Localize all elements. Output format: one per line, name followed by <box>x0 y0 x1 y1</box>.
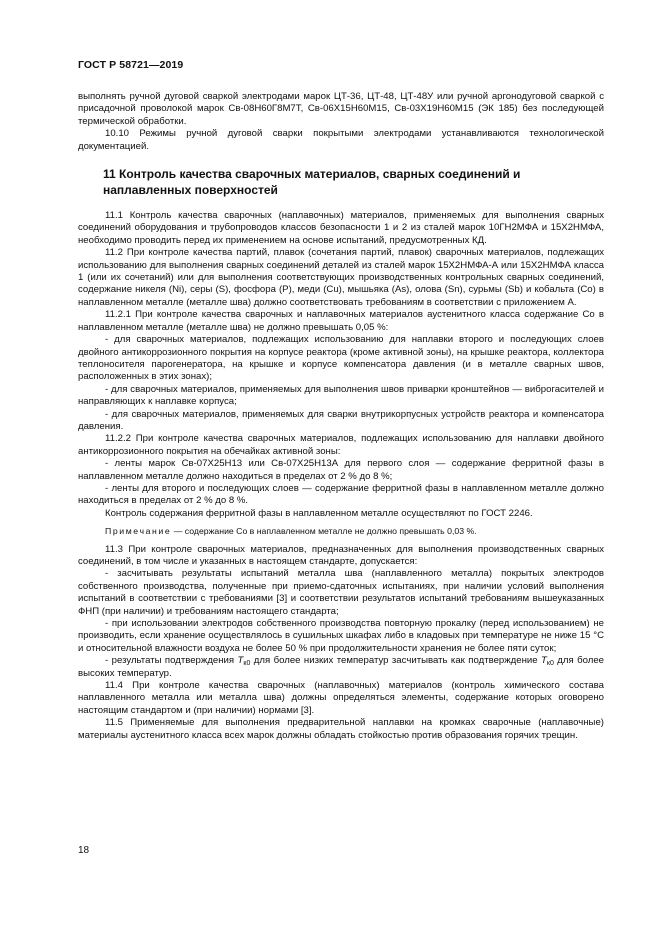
page-number: 18 <box>78 845 90 856</box>
list-item: - для сварочных материалов, применяемых для сварки внутрикорпусных устройств реактора и компенсатора давления. <box>78 408 604 432</box>
temperature-symbol: T <box>541 655 547 667</box>
list-item: - при использовании электродов собственного производства повторную прокалку (перед использованием) не производить, если хранение осуществлялось в сушильных шкафах либо в кладовых при температуре не ниже 15 °С и относительной влажности воздуха не более 50 % при продолжительности хранения не более пяти суток; <box>78 618 604 654</box>
list-item: - для сварочных материалов, подлежащих использованию для наплавки второго и последующих слоев двойного антикоррозионного покрытия на корпусе реактора (кроме активной зоны), на крышке реактора, коллектора теплоносителя парогенератора, на крышке и корпусе компенсатора давления (и в металле сварных швов, расположенных в этих зонах); <box>78 334 604 383</box>
note <box>78 525 604 537</box>
note-text: — содержание Co в наплавленном металле не должно превышать 0,03 %. <box>171 526 477 537</box>
note-label: Примечание <box>105 526 172 537</box>
paragraph-11-2-1: 11.2.1 При контроле качества сварочных и наплавочных материалов аустенитного класса содержание Co в наплавленном металле (металле шва) не должно превышать 0,05 %: <box>78 309 604 333</box>
list-item: - результаты подтверждения $T_{к0}$ для более низких температур засчитывать как подтверждение $T_{к0}$ для более высоких температур. <box>78 655 604 679</box>
list-item: - ленты для второго и последующих слоев — содержание ферритной фазы в наплавленном металле должно находиться в пределах от 2 % до 8 %. <box>78 482 604 507</box>
paragraph: выполнять ручной дуговой сваркой электродами марок ЦТ-36, ЦТ-48, ЦТ-48У или ручной аргонодуговой сваркой с присадочной проволокой марок Св-08Н60Г8М7Т, Св-06Х15Н60М15, Св-03Х19Н60М15 (ЭК 185) без последующей термической обработки. <box>78 91 604 127</box>
list-item: - ленты марок Св-07Х25Н13 или Св-07Х25Н13А для первого слоя — содержание ферритной фазы в наплавленном металле должно находиться в пределах от 2 % до 8 %; <box>78 458 604 482</box>
paragraph-11-4: 11.4 При контроле качества сварочных (наплавочных) материалов (контроль химического состава наплавленного металла или металла шва) должны определяться элементы, содержание которых оговорено настоящим стандартом и (при наличии) нормами [3]. <box>78 680 604 716</box>
paragraph-ferrite-control: Контроль содержания ферритной фазы в наплавленном металле осуществляют по ГОСТ 2246. <box>105 507 533 519</box>
temperature-subscript: к0 <box>243 660 251 668</box>
paragraph-11-3: 11.3 При контроле сварочных материалов, предназначенных для выполнения производственных сварных соединений, в том числе и указанных в настоящем стандарте, допускается: <box>78 543 604 567</box>
temperature-subscript: к0 <box>546 660 554 668</box>
paragraph-11-1: 11.1 Контроль качества сварочных (наплавочных) материалов, применяемых для выполнения сварных соединений оборудования и трубопроводов классов безопасности 1 и 2 из сталей марок 10ГН2МФА и 15Х2НМФА, необходимо проводить перед их применением на основе испытаний, предусмотренных КД. <box>78 210 604 246</box>
standard-header: ГОСТ Р 58721—2019 <box>78 59 184 71</box>
list-item: - для сварочных материалов, применяемых для выполнения швов приварки кронштейнов — виброгасителей и направляющих к наплавке корпуса; <box>78 383 604 408</box>
paragraph-11-2: 11.2 При контроле качества партий, плавок (сочетания партий, плавок) сварочных материалов, подлежащих использованию для выполнения сварных соединений деталей из сталей марок 15Х2НМФА-А или 15Х2НМФА класса 1 (или их сочетаний) или для выполнения соответствующих производственных контрольных сварных соединений, содержание никеля (Ni), серы (S), фосфора (P), меди (Cu), мышьяка (As), олова (Sn), сурьмы (Sb) и кобальта (Co) в наплавленном металле (металле шва) должно соответствовать требованиям в соответствии с приложением А. <box>78 247 604 308</box>
paragraph-11-2-2: 11.2.2 При контроле качества сварочных материалов, подлежащих использованию для наплавки двойного антикоррозионного покрытия на обечайках активной зоны: <box>78 433 604 457</box>
temperature-symbol: T <box>237 655 244 667</box>
paragraph-10-10: 10.10 Режимы ручной дуговой сварки покрытыми электродами устанавливаются технологической документацией. <box>78 128 604 152</box>
paragraph-11-5: 11.5 Применяемые для выполнения предварительной наплавки на кромках сварочные (наплавочные) материалы аустенитного класса всех марок должны обладать стойкостью против образования горячих трещин. <box>78 717 604 741</box>
list-item: - засчитывать результаты испытаний металла шва (наплавленного металла) покрытых электродов собственного производства, полученные при приемо-сдаточных испытаниях, при наличии условий выполнения испытаний в соответствии с требованиями [3] и соответствии результатов испытаний требованиям вышеуказанных ФНП (при наличии) и требованиям настоящего стандарта; <box>78 568 604 617</box>
section-title: 11 Контроль качества сварочных материалов, сварных соединений и наплавленных поверхностей <box>103 167 521 197</box>
document-body <box>78 91 604 742</box>
